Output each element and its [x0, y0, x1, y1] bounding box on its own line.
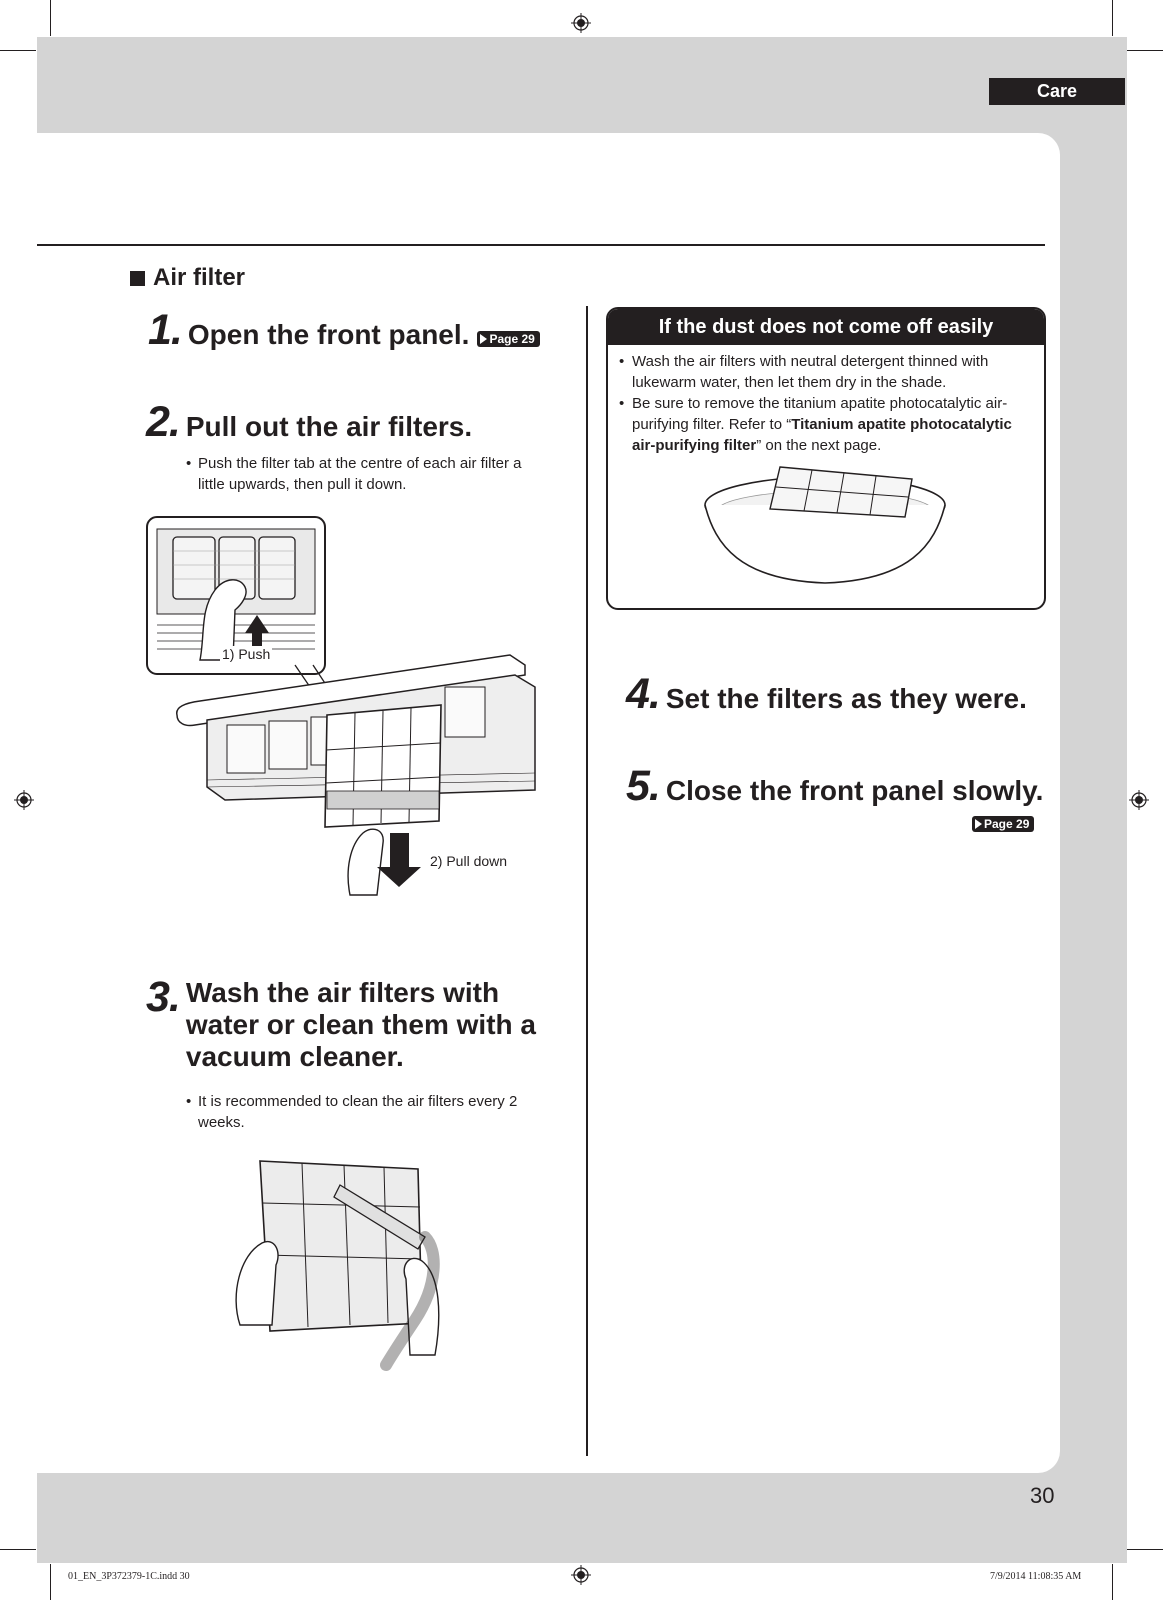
footer-timestamp: 7/9/2014 11:08:35 AM [990, 1571, 1082, 1582]
step-text: Wash the air filters with water or clean them with a vacuum cleaner. [185, 977, 536, 1072]
step-number: 3. [146, 973, 180, 1021]
step-2-note: • Push the filter tab at the centre of each air filter a little upwards, then pull it down. [186, 455, 522, 493]
pull-down-label: 2) Pull down [430, 853, 508, 869]
step-5-ref [972, 815, 1034, 833]
footer-file-info: 01_EN_3P372379-1C.indd 30 [68, 1571, 190, 1582]
step-number: 4. [626, 670, 660, 718]
step-text: Open the front panel. [187, 319, 470, 350]
crop-mark [50, 1564, 51, 1600]
step-number: 1. [148, 306, 182, 354]
step-3 [146, 973, 536, 1073]
registration-mark-icon [14, 790, 34, 810]
crop-mark [1112, 1564, 1113, 1600]
crop-mark [0, 50, 36, 51]
registration-mark-icon [1129, 790, 1149, 810]
arrow-right-icon [975, 819, 982, 829]
vacuum-cleaning-illustration [210, 1155, 480, 1375]
list-item: • Be sure to remove the titanium apatite photocatalytic air-purifying filter. Refer to “Titanium apatite photocatalytic air-purifying filter” on the next page. [618, 393, 1030, 456]
step-5 [626, 762, 1043, 811]
step-4 [626, 670, 1027, 719]
step-text: Close the front panel slowly. [665, 775, 1044, 806]
crop-mark [1127, 50, 1163, 51]
step-text: Pull out the air filters. [185, 411, 473, 442]
crop-mark [1112, 0, 1113, 36]
step-text: Set the filters as they were. [665, 683, 1027, 714]
crop-mark [50, 0, 51, 36]
arrow-right-icon [480, 334, 487, 344]
column-divider [586, 306, 588, 1456]
tip-box-title: If the dust does not come off easily [608, 309, 1044, 345]
pull-out-filter-illustration [145, 515, 560, 910]
tip-list [608, 345, 1044, 456]
step-3-note: • It is recommended to clean the air filters every 2 weeks. [186, 1093, 518, 1131]
basin-illustration [700, 465, 950, 595]
step-2 [146, 398, 472, 447]
push-label: 1) Push [222, 646, 271, 662]
step-1 [148, 306, 540, 355]
section-tab: Care [989, 78, 1125, 105]
crop-mark [1127, 1549, 1163, 1550]
list-item: • Wash the air filters with neutral detergent thinned with lukewarm water, then let them dry in the shade. [618, 351, 1030, 393]
square-bullet-icon [130, 271, 145, 286]
step-number: 2. [146, 398, 180, 446]
page-reference-link[interactable]: Page 29 [972, 816, 1034, 832]
registration-mark-icon [571, 13, 591, 33]
page-number: 30 [1030, 1483, 1055, 1508]
registration-mark-icon [571, 1565, 591, 1585]
page-reference-link[interactable]: Page 29 [477, 331, 539, 347]
crop-mark [0, 1549, 36, 1550]
section-title-text: Air filter [153, 264, 246, 291]
section-title [130, 264, 245, 292]
header-rule [37, 244, 1045, 246]
step-number: 5. [626, 762, 660, 810]
